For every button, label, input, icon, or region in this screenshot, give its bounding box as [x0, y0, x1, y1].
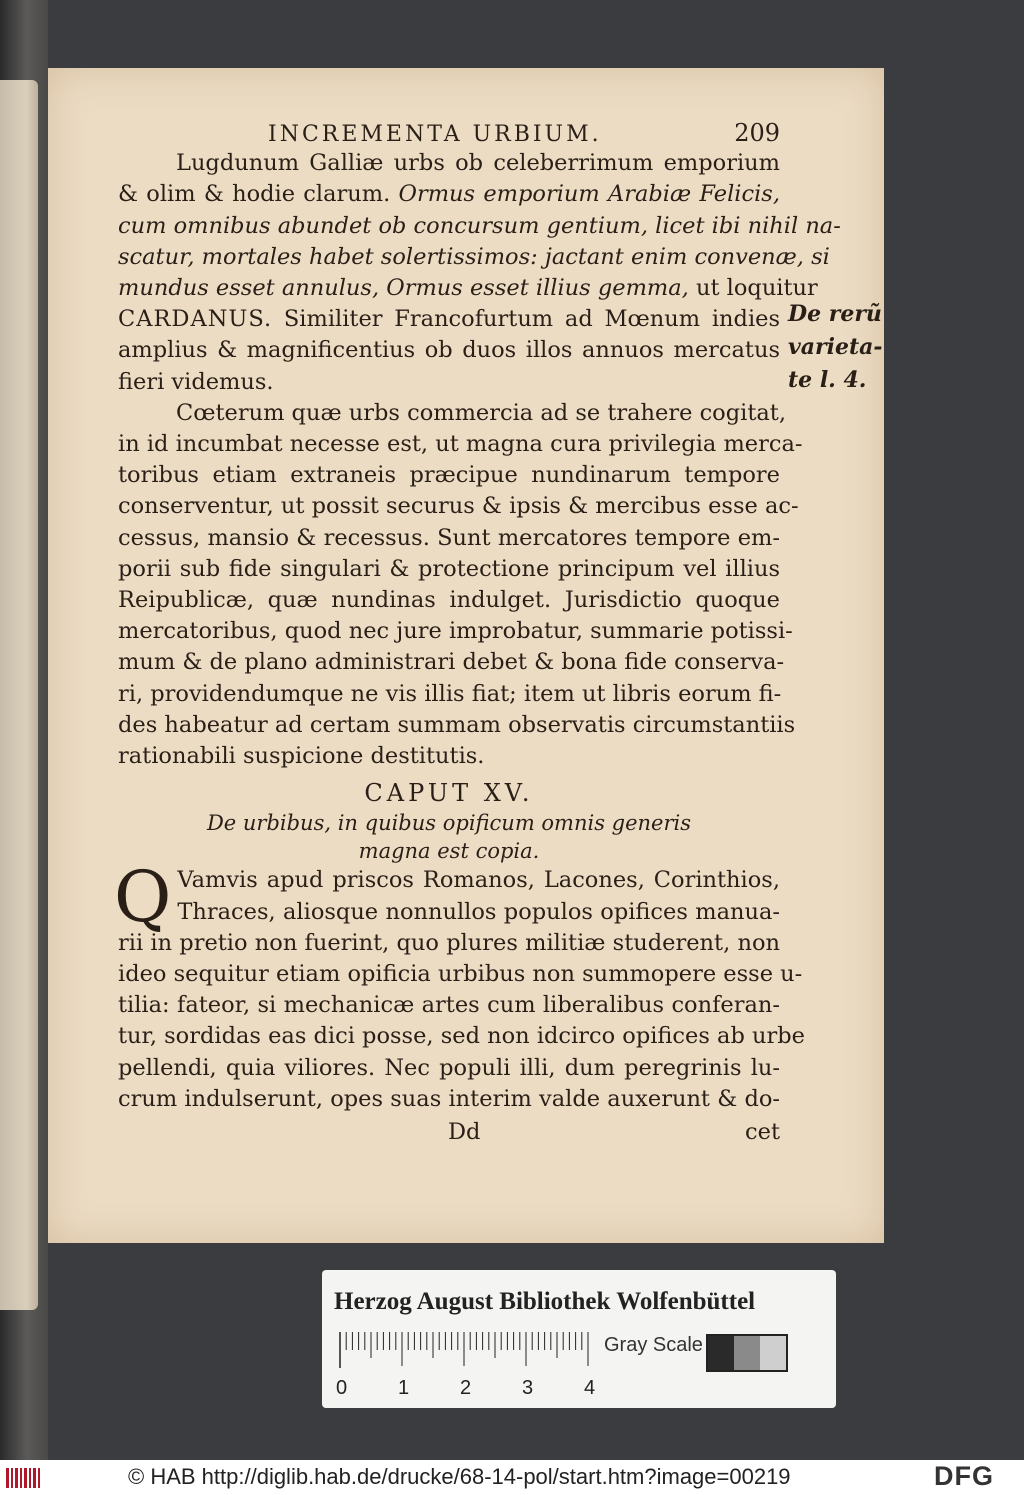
ruler-label: 4 [584, 1377, 596, 1398]
margin-note-line: varieta- [788, 334, 883, 360]
text-line: conserventur, ut possit securus & ipsis & mercibus esse ac- [118, 493, 799, 520]
library-color-card [322, 1270, 836, 1408]
text-line: cessus, mansio & recessus. Sunt mercatores tempore em- [118, 524, 780, 551]
margin-note-line: De rerũ [788, 301, 882, 327]
margin-note-line: te l. 4. [788, 367, 867, 393]
library-name: Herzog August Bibliothek Wolfenbüttel [334, 1288, 756, 1315]
text-line: tur, sordidas eas dici posse, sed non idcirco opifices ab urbe [118, 1023, 805, 1050]
text-span: ut loquitur [695, 275, 818, 302]
copyright-url-link[interactable]: © HAB http://diglib.hab.de/drucke/68-14-pol/start.htm?image=00219 [128, 1464, 791, 1489]
text-line: tilia: fateor, si mechanicæ artes cum liberalibus conferan- [118, 992, 780, 1019]
text-line: crum indulserunt, opes suas interim valde auxerunt & do- [118, 1085, 780, 1112]
text-line: ri, providendumque ne vis illis fiat; item ut libris eorum fi- [118, 680, 782, 707]
dfg-logo: DFG [934, 1461, 994, 1491]
chapter-subtitle-line: De urbibus, in quibus opificum omnis generis [206, 811, 692, 836]
text-line [118, 273, 818, 304]
text-line: Reipublicæ, quæ nundinas indulget. Jurisdictio quoque [118, 587, 780, 614]
text-line: porii sub fide singulari & protectione principum vel illius [118, 555, 780, 582]
barcode-icon [6, 1466, 42, 1490]
text-line: in id incumbat necesse est, ut magna cura privilegia merca- [118, 431, 803, 458]
text-line: rii in pretio non fuerint, quo plures militiæ studerent, non [118, 929, 780, 956]
catchword: cet [745, 1119, 780, 1146]
text-line: Thraces, aliosque nonnullos populos opifices manua- [177, 898, 780, 925]
italic-span: mundus esset annulus, Ormus esset illius gemma, [118, 275, 689, 302]
text-line [118, 179, 780, 210]
signature-mark: Dd [448, 1119, 481, 1146]
text-span: & olim & hodie clarum. [118, 181, 391, 208]
text-line: amplius & magnificentius ob duos illos annuos mercatus [118, 337, 780, 364]
text-line: mercatoribus, quod nec jure improbatur, summarie potissi- [118, 618, 793, 645]
text-line: mum & de plano administrari debet & bona fide conserva- [118, 649, 785, 676]
text-line: scatur, mortales habet solertissimos: jactant enim convenæ, si [118, 243, 830, 270]
paragraph-3 [114, 856, 805, 1115]
footer-bar [0, 1460, 1024, 1495]
text-line: Lugdunum Galliæ urbs ob celeberrimum emporium [176, 150, 780, 177]
italic-span: Ormus emporium Arabiæ Felicis, [398, 181, 780, 208]
text-line: ideo sequitur etiam opificia urbibus non summopere esse u- [118, 961, 803, 988]
text-line: toribus etiam extraneis præcipue nundinarum tempore [118, 462, 780, 489]
ruler-label: 2 [460, 1377, 472, 1398]
running-head [268, 118, 780, 150]
drop-cap: Q [114, 856, 172, 939]
author-name: CARDANUS. [118, 306, 273, 333]
gray-swatch [708, 1336, 734, 1370]
previous-page-edge [0, 80, 38, 1310]
text-line: des habeatur ad certam summam observatis circumstantiis [118, 711, 796, 738]
ruler-label: 0 [336, 1377, 348, 1398]
gray-swatch [760, 1336, 786, 1370]
chapter-title: CAPUT XV. [364, 779, 534, 808]
running-head-title: INCREMENTA URBIUM. [268, 122, 602, 147]
gray-scale-label: Gray Scale [604, 1334, 703, 1356]
chapter-subtitle-line: magna est copia. [358, 839, 540, 864]
page-footer-line [118, 1117, 780, 1148]
text-line: fieri videmus. [118, 368, 274, 395]
text-line: cum omnibus abundet ob concursum gentium, licet ibi nihil na- [118, 212, 841, 239]
text-line: Vamvis apud priscos Romanos, Lacones, Corinthios, [177, 867, 780, 894]
page-number: 209 [734, 119, 780, 147]
text-line: pellendi, quia viliores. Nec populi illi, dum peregrinis lu- [118, 1054, 780, 1081]
gray-swatch [734, 1336, 760, 1370]
ruler-label: 3 [522, 1377, 534, 1398]
text-line: rationabili suspicione destitutis. [118, 743, 485, 770]
ruler-label: 1 [398, 1377, 410, 1398]
text-span: Similiter Francofurtum ad Mœnum indies [283, 306, 780, 333]
paragraph-2 [118, 398, 803, 772]
ruler [336, 1328, 596, 1398]
text-line: Cœterum quæ urbs commercia ad se trahere cogitat, [176, 399, 786, 426]
margin-note [788, 298, 888, 397]
gray-scale-swatches [706, 1334, 788, 1372]
text-line [118, 304, 780, 335]
